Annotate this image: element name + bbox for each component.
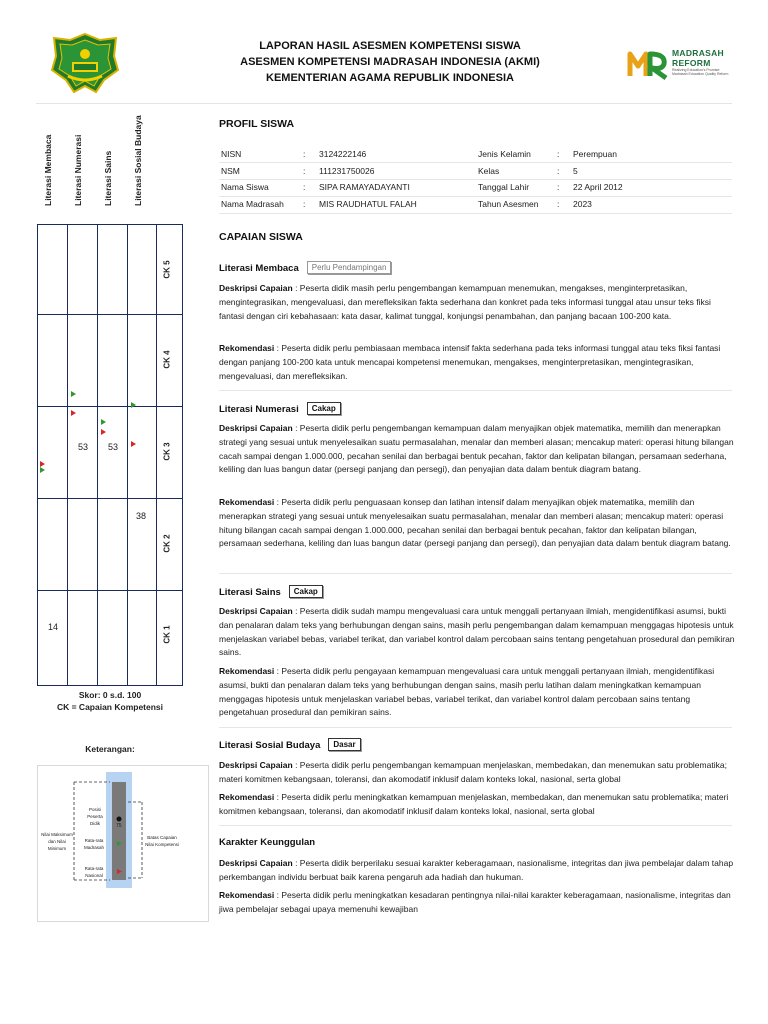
profile-colon: : <box>303 149 306 159</box>
score-numerasi: 53 <box>78 442 89 452</box>
col-label-numerasi-text: Literasi Numerasi <box>73 134 83 206</box>
desc-text: : Peserta didik masih perlu pengembangan kemampuan menemukan, mengakses, menginterpretasikan, mengintegrasikan, mengevaluasi, dan merefleksikan fakta sederhana dan konkret pada teks informasi tunggal atau unsur teks fiksi fantasi dengan ciri kebahasaan: kata dasar, kalimat tunggal, konjungsi penambahan, dan panjang bacaan 100-200 kata. <box>219 283 711 321</box>
legend-posisi: Posisi Peserta Didik <box>87 807 103 826</box>
title-line-2: ASESMEN KOMPETENSI MADRASAH INDONESIA (AKMI) <box>240 56 540 68</box>
score-sosbud: 38 <box>136 511 147 521</box>
subject-sosbud-title <box>219 738 361 751</box>
header-divider <box>36 103 732 104</box>
desc-text: : Peserta didik perlu pengembangan kemampuan dalam menyajikan objek matematika, memilih dan menerapkan strategi yang sesuai untuk menyelesaikan suatu permasalahan, menalar dan memberi alasan; mencakup materi: operasi hitung bilangan cacah sampai dengan 1.000.000, pecahan senilai dan berbagai bentuk pecahan, faktor dan kelipatan bilangan, persamaan sederhana, keliling dan luas bangun datar (persegi panjang dan persegi), dan penyajian data dalam bentuk diagram batang. <box>219 423 734 475</box>
profile-value-nama: SIPA RAMAYADAYANTI <box>319 182 410 192</box>
desc-label: Deskripsi Capaian <box>219 606 293 616</box>
subject-karakter-title <box>219 837 315 848</box>
col-label-membaca <box>43 110 55 220</box>
section-divider <box>219 573 732 574</box>
profile-value-nsm: 111231750026 <box>319 166 375 176</box>
mr-line-1: MADRASAH <box>672 48 724 58</box>
legend-box <box>37 765 209 922</box>
grid-col-line <box>97 225 98 685</box>
rek-text: : Peserta didik perlu penguasaan konsep dan latihan intensif dalam menyajikan objek matematika, memilih dan menerapkan strategi yang sesuai untuk menyelesaikan suatu permasalahan, menalar dan memberi alasan; mencakup materi: operasi hitung bilangan cacah sampai dengan 1.000.000, pecahan senilai dan berbagai bentuk pecahan, faktor dan kelipatan bilangan, persamaan sederhana, keliling dan luas bangun datar (persegi panjang dan persegi), dan penyajian data dalam bentuk diagram batang. <box>219 497 731 549</box>
grid-row-line <box>38 590 182 591</box>
level-badge: Cakap <box>289 585 323 598</box>
ck-note-text: CK = Capaian Kompetensi <box>56 702 164 712</box>
legend-score: 75 <box>116 823 122 829</box>
col-label-sains <box>103 110 115 220</box>
profile-label: NISN <box>221 149 242 159</box>
subject-name: Literasi Numerasi <box>219 404 299 415</box>
deskripsi-membaca <box>219 282 735 323</box>
rek-label: Rekomendasi <box>219 497 275 507</box>
col-label-sains-text: Literasi Sains <box>103 150 113 206</box>
rek-label: Rekomendasi <box>219 666 275 676</box>
profile-label: Tanggal Lahir <box>478 182 530 192</box>
rekomendasi-karakter <box>219 889 735 917</box>
rekomendasi-sosbud <box>219 791 735 819</box>
report-header <box>0 0 768 104</box>
profile-label: NSM <box>221 166 240 176</box>
report-title <box>200 38 580 86</box>
desc-label: Deskripsi Capaian <box>219 858 293 868</box>
row-divider <box>219 196 732 197</box>
grid-row-line <box>38 498 182 499</box>
profile-colon: : <box>557 199 560 209</box>
title-line-1: LAPORAN HASIL ASESMEN KOMPETENSI SISWA <box>259 40 521 52</box>
rek-text: : Peserta didik perlu meningkatkan kesadaran pentingnya nilai-nilai karakter keberagamaan, nasionalisme, integritas dan jiwa pembelajar sebagai upaya memenuhi kewajiban <box>219 890 731 914</box>
grid-row-line <box>38 314 182 315</box>
profile-value-tgl-lahir: 22 April 2012 <box>573 182 623 192</box>
flag-green-numerasi <box>71 391 76 397</box>
flag-red-numerasi <box>71 410 76 416</box>
profile-colon: : <box>303 166 306 176</box>
profile-colon: : <box>557 149 560 159</box>
rekomendasi-numerasi <box>219 496 735 551</box>
ck2-label: CK 2 <box>162 534 172 553</box>
profile-value-madrasah: MIS RAUDHATUL FALAH <box>319 199 417 209</box>
grid-col-line <box>67 225 68 685</box>
subject-name: Karakter Keunggulan <box>219 837 316 848</box>
profile-value-kelas: 5 <box>573 166 578 176</box>
title-line-3: KEMENTERIAN AGAMA REPUBLIK INDONESIA <box>266 72 514 84</box>
legend-rata-madrasah: Rata-rata Madrasah <box>83 838 104 850</box>
flag-green-membaca <box>40 467 45 473</box>
subject-sains-title <box>219 585 323 598</box>
mr-tagline: Realizing Education's Promise: Madrasah Education Quality Reform <box>672 68 729 76</box>
flag-green-sains <box>101 419 106 425</box>
deskripsi-numerasi <box>219 422 735 477</box>
subject-name: Literasi Sosial Budaya <box>219 740 321 751</box>
rek-label: Rekomendasi <box>219 890 275 900</box>
flag-red-sains <box>101 429 106 435</box>
profile-value-tahun: 2023 <box>573 199 592 209</box>
grid-row-line <box>38 406 182 407</box>
rekomendasi-membaca <box>219 342 735 383</box>
row-divider <box>219 162 732 163</box>
profil-title: PROFIL SISWA <box>219 118 295 130</box>
section-divider <box>219 390 732 391</box>
subject-name: Literasi Sains <box>219 587 281 598</box>
col-label-numerasi <box>73 110 85 220</box>
profile-label: Jenis Kelamin <box>478 149 531 159</box>
kemenag-logo-icon <box>50 32 120 94</box>
score-sains: 53 <box>108 442 119 452</box>
level-badge: Perlu Pendampingan <box>307 261 392 274</box>
capaian-title: CAPAIAN SISWA <box>219 231 303 243</box>
madrasah-reform-wordmark <box>672 48 730 76</box>
ck5-label: CK 5 <box>162 260 172 279</box>
score-range-note <box>37 689 183 713</box>
legend-rata-nasional: Rata-rata Nasional <box>84 866 104 878</box>
flag-red-sosbud <box>131 441 136 447</box>
grid-col-line <box>156 225 157 685</box>
level-badge: Dasar <box>328 738 360 751</box>
profile-label: Nama Siswa <box>221 182 269 192</box>
mr-line-2: REFORM <box>672 58 711 68</box>
desc-label: Deskripsi Capaian <box>219 760 293 770</box>
score-membaca: 14 <box>48 622 59 632</box>
subject-membaca-title <box>219 261 391 274</box>
row-divider <box>219 213 732 214</box>
subject-name: Literasi Membaca <box>219 263 299 274</box>
rek-label: Rekomendasi <box>219 792 275 802</box>
chart-grid <box>37 224 183 686</box>
profile-value-nisn: 3124222146 <box>319 149 367 159</box>
rek-text: : Peserta didik perlu meningkatkan kemampuan menjelaskan, membedakan, dan menemukan satu problematika; materi komitmen kebangsaan, toleransi, dan akomodatif inklusif dalam konteks lokal, nasional, serta global <box>219 792 729 816</box>
profile-label: Nama Madrasah <box>221 199 284 209</box>
subject-numerasi-title <box>219 402 341 415</box>
rek-text: : Peserta didik perlu pengayaan kemampuan mengevaluasi cara untuk menggali pertanyaan ilmiah, mengidentifikasi asumsi, bukti dan penalaran dalam teks yang berhubungan dengan sains, masih perlu latihan dalam meningkatkan kemampuan menggagas hipotesis untuk menjelaskan variabel bebas, variabel terikat, dan variabel kontrol dalam percobaan sains tentang pengetahuan prosedural dan pemikiran sains. <box>219 666 715 718</box>
desc-text: : Peserta didik berperilaku sesuai karakter keberagamaan, nasionalisme, integritas dan jiwa pembelajar dalam tahap perkembangan individu berbuat baik karena pengaruh ada hadiah dan hukuman. <box>219 858 734 882</box>
col-label-sosbud <box>133 110 145 220</box>
profile-colon: : <box>303 182 306 192</box>
deskripsi-karakter <box>219 857 735 885</box>
profile-value-jk: Perempuan <box>573 149 617 159</box>
legend-nilai-maks-min: Nilai Maksimum dan Nilai Minimum <box>41 832 73 851</box>
rek-label: Rekomendasi <box>219 343 275 353</box>
skor-text: Skor: 0 s.d. 100 <box>78 690 142 700</box>
ck3-label: CK 3 <box>162 442 172 461</box>
desc-text: : Peserta didik sudah mampu mengevaluasi cara untuk menggali pertanyaan ilmiah, mengidentifikasi asumsi, bukti dan penalaran dalam teks yang berhubungan dengan sains, masih perlu pengembangan dalam kemampuan menggagas hipotesis untuk menjelaskan variabel bebas, variabel terikat, dan variabel kontrol dalam percobaan sains tentang pengetahuan prosedural dan pemikiran sains. <box>219 606 735 658</box>
deskripsi-sosbud <box>219 759 735 787</box>
desc-label: Deskripsi Capaian <box>219 423 293 433</box>
grid-col-line <box>127 225 128 685</box>
desc-text: : Peserta didik perlu pengembangan kemampuan menjelaskan, membedakan, dan menemukan satu problematika; materi komitmen kebangsaan, toleransi, dan akomodatif inklusif dalam konteks lokal, nasional, serta global <box>219 760 727 784</box>
legend-batas-capaian: Batas Capaian Nilai Kompetensi <box>145 835 179 847</box>
profile-label: Tahun Asesmen <box>478 199 539 209</box>
profile-label: Kelas <box>478 166 500 176</box>
level-badge: Cakap <box>307 402 341 415</box>
col-label-sosbud-text: Literasi Sosial Budaya <box>133 115 143 206</box>
flag-green-sosbud <box>131 402 136 408</box>
rek-text: : Peserta didik perlu pembiasaan membaca intensif fakta sederhana pada teks informasi tunggal atau teks fiksi fantasi dengan panjang 100-200 kata untuk mencapai kompetensi menemukan, mengakses, menginterpretasikan, mengintegrasikan, mengevaluasi, dan merefleksikan. <box>219 343 721 381</box>
keterangan-title: Keterangan: <box>85 744 135 754</box>
ck4-label: CK 4 <box>162 350 172 369</box>
section-divider <box>219 825 732 826</box>
row-divider <box>219 179 732 180</box>
col-label-membaca-text: Literasi Membaca <box>43 134 53 206</box>
profile-colon: : <box>303 199 306 209</box>
section-divider <box>219 727 732 728</box>
profile-colon: : <box>557 182 560 192</box>
rekomendasi-sains <box>219 665 735 720</box>
profile-colon: : <box>557 166 560 176</box>
ck1-label: CK 1 <box>162 625 172 644</box>
desc-label: Deskripsi Capaian <box>219 283 293 293</box>
deskripsi-sains <box>219 605 735 660</box>
